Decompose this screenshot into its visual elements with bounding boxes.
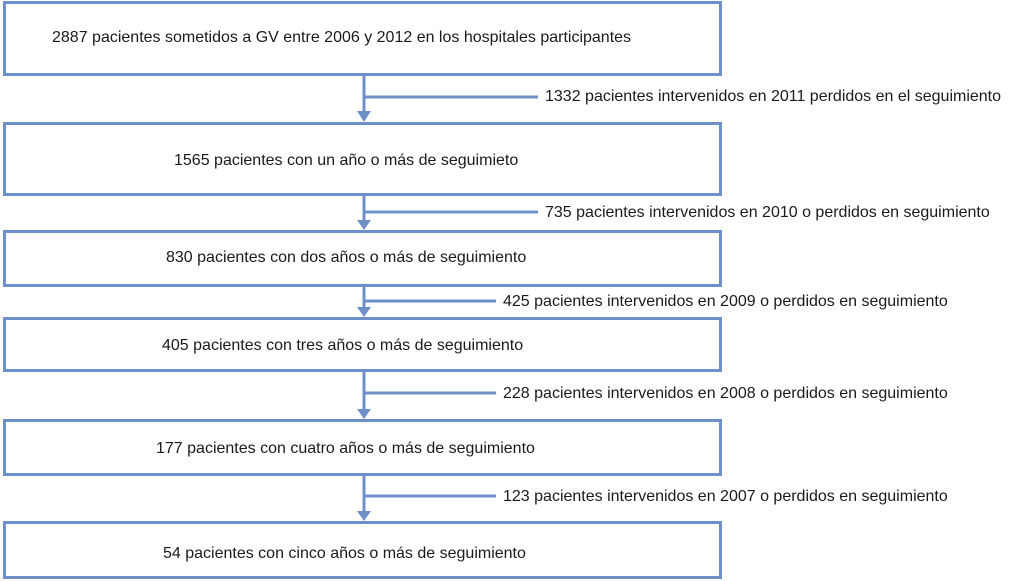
- box-two-years-text: 830 pacientes con dos años o más de seguimiento: [166, 249, 527, 266]
- box-three-years-text: 405 pacientes con tres años o más de seguimiento: [162, 337, 524, 354]
- box-two-years: [3, 230, 722, 287]
- box-five-years: [3, 521, 722, 579]
- box-one-year-text: 1565 pacientes con un año o más de seguimieto: [174, 152, 519, 169]
- box-four-years: [3, 419, 722, 476]
- exclusion-label-2009: 425 pacientes intervenidos en 2009 o perdidos en seguimiento: [503, 293, 948, 310]
- arrowhead-1: [357, 111, 371, 122]
- box-three-years: [3, 317, 722, 372]
- exclusion-label-2011: 1332 pacientes intervenidos en 2011 perdidos en el seguimiento: [545, 88, 1002, 105]
- exclusion-label-2007: 123 pacientes intervenidos en 2007 o perdidos en seguimiento: [503, 488, 948, 505]
- arrowhead-4: [357, 409, 371, 419]
- box-total-patients-text: 2887 pacientes sometidos a GV entre 2006 y 2012 en los hospitales participantes: [52, 29, 632, 46]
- box-total-patients: [3, 1, 722, 76]
- box-one-year: [3, 122, 722, 196]
- arrowhead-5: [357, 511, 371, 521]
- exclusion-label-2010: 735 pacientes intervenidos en 2010 o perdidos en seguimiento: [545, 204, 990, 221]
- arrowhead-3: [357, 307, 371, 317]
- box-five-years-text: 54 pacientes con cinco años o más de seguimiento: [163, 545, 526, 562]
- exclusion-label-2008: 228 pacientes intervenidos en 2008 o perdidos en seguimiento: [503, 385, 948, 402]
- box-four-years-text: 177 pacientes con cuatro años o más de seguimiento: [156, 440, 535, 457]
- arrowhead-2: [357, 220, 371, 230]
